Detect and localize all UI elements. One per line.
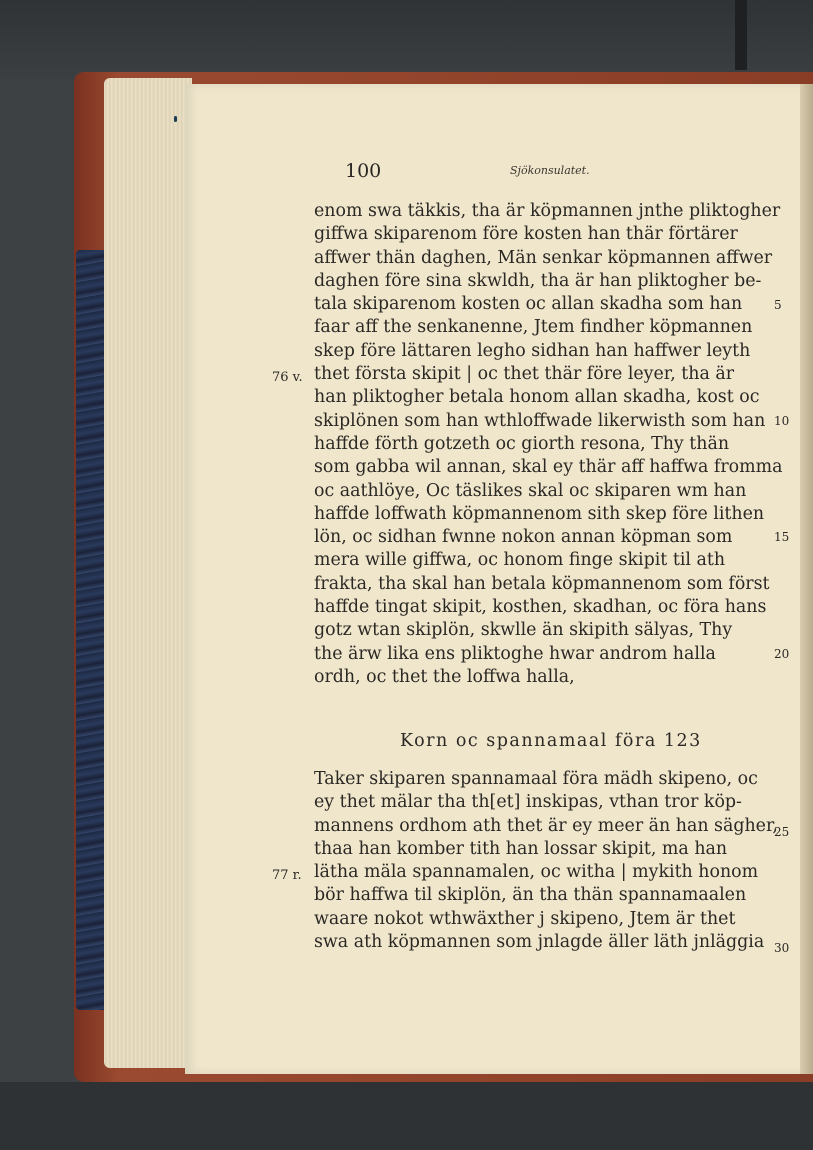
line-number-10: 10 [774, 414, 790, 428]
background-bottom [0, 1082, 813, 1150]
line-number-5: 5 [774, 298, 782, 312]
line-number-15: 15 [774, 530, 790, 544]
text-block-2 [314, 768, 778, 954]
text-line: swa ath köpmannen som jnlagde äller läth jnläggia [314, 932, 765, 953]
text-line: faar aff the senkanenne, Jtem findher köpmannen [314, 317, 753, 338]
text-line: haffde tingat skipit, kosthen, skadhan, oc föra hans [314, 597, 767, 618]
text-line: ordh, oc thet the loffwa halla, [314, 666, 575, 687]
folio-note-77r: 77 r. [272, 868, 302, 883]
text-line: the ärw lika ens pliktoghe hwar androm halla [314, 643, 716, 664]
page-number: 100 [345, 160, 382, 182]
text-line: oc aathlöye, Oc täslikes skal oc skiparen wm han [314, 480, 747, 501]
text-line: haffde förth gotzeth oc giorth resona, Thy thän [314, 433, 730, 454]
text-line: lätha mäla spannamalen, oc witha | mykith honom [314, 862, 759, 883]
text-line: ey thet mälar tha th[et] inskipas, vthan tror köp- [314, 792, 742, 813]
section-heading: Korn oc spannamaal föra 123 [400, 731, 702, 751]
text-line: affwer thän daghen, Män senkar köpmannen affwer [314, 247, 773, 268]
text-line: skiplönen som han wthloffwade likerwisth som han [314, 410, 766, 431]
text-line: gotz wtan skiplön, skwlle än skipith sälyas, Thy [314, 620, 733, 641]
text-line: haffde loffwath köpmannenom sith skep före lithen [314, 503, 765, 524]
bookmark-ribbon [735, 0, 747, 70]
text-line: skep före lättaren legho sidhan han haffwer leyth [314, 340, 751, 361]
text-line: lön, oc sidhan fwnne nokon annan köpman som [314, 527, 733, 548]
text-line: waare nokot wthwäxther j skipeno, Jtem är thet [314, 908, 736, 929]
text-line: thet första skipit | oc thet thär före leyer, tha är [314, 364, 735, 385]
line-number-20: 20 [774, 647, 790, 661]
text-line: mera wille giffwa, oc honom finge skipit til ath [314, 550, 726, 571]
folio-note-76v: 76 v. [272, 370, 303, 385]
text-line: som gabba wil annan, skal ey thär aff haffwa fromma [314, 457, 783, 478]
text-line: mannens ordhom ath thet är ey meer än han sägher, [314, 815, 778, 836]
text-line: frakta, tha skal han betala köpmannenom som först [314, 573, 770, 594]
background-top [0, 0, 813, 80]
text-line: bör haffwa til skiplön, än tha thän spannamaalen [314, 885, 747, 906]
text-line: giffwa skiparenom före kosten han thär förtärer [314, 224, 738, 245]
text-line: han pliktogher betala honom allan skadha, kost oc [314, 387, 760, 408]
page-header [345, 160, 645, 184]
line-number-30: 30 [774, 941, 790, 955]
text-line: tala skiparenom kosten oc allan skadha som han [314, 294, 743, 315]
page-right-edge [800, 84, 813, 1074]
page-edges [104, 78, 192, 1068]
text-line: Taker skiparen spannamaal föra mädh skipeno, oc [314, 769, 758, 789]
text-line: enom swa täkkis, tha är köpmannen jnthe pliktogher [314, 201, 781, 221]
page-mark [174, 116, 177, 122]
text-line: thaa han komber tith han lossar skipit, ma han [314, 838, 728, 859]
text-line: daghen före sina skwldh, tha är han pliktogher be- [314, 270, 762, 291]
running-title: Sjökonsulatet. [510, 164, 590, 177]
line-number-25: 25 [774, 825, 790, 839]
